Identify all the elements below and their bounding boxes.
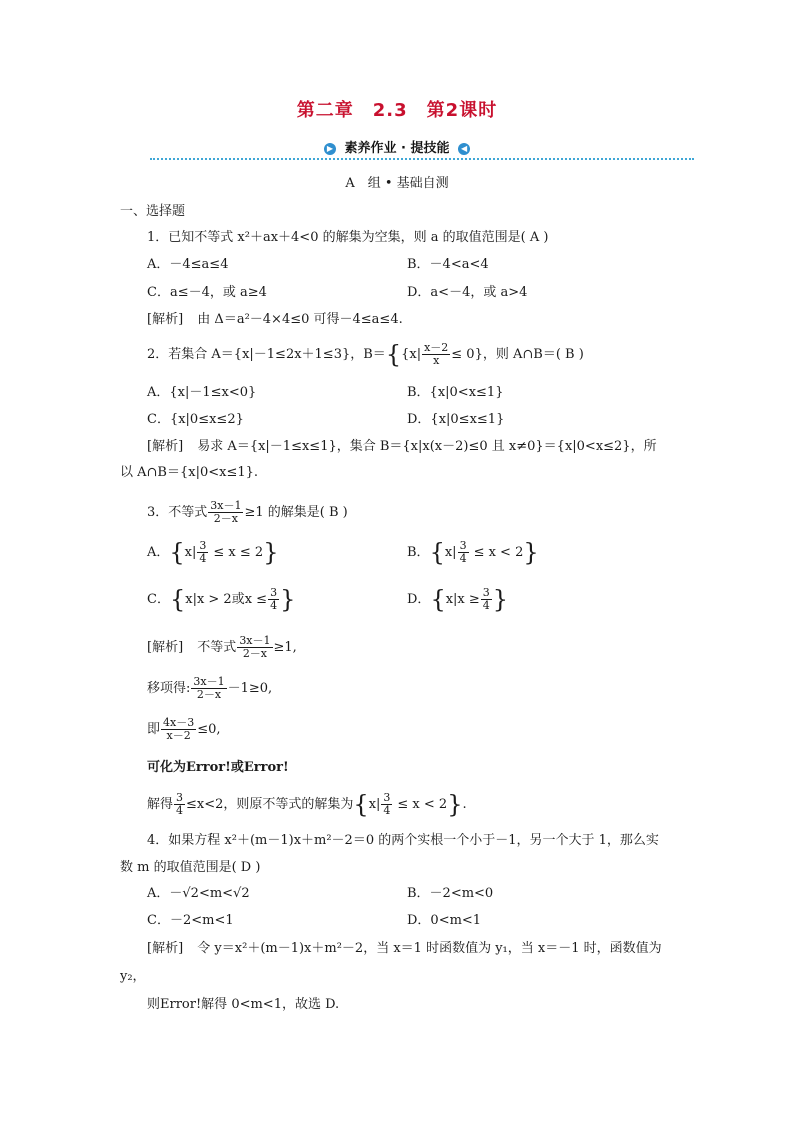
fraction-numerator: 3x－1 xyxy=(210,499,242,512)
q4-option-c: C．－2<m<1 xyxy=(147,913,234,928)
q4-option-a: A．－√2<m<√2 xyxy=(147,886,250,901)
q3-option-b xyxy=(407,540,539,565)
q3-analysis-line3 xyxy=(147,717,221,742)
analysis-text: 即 xyxy=(147,722,161,737)
q3-analysis-line5 xyxy=(147,792,467,817)
q2-stem-part-a: 2．若集合 A＝{x|－1≤2x＋1≤3}，B＝ xyxy=(147,347,386,362)
set-builder: x|x > 2或x ≤ xyxy=(185,592,268,607)
analysis-label: [解析] xyxy=(147,439,184,454)
option-fraction xyxy=(268,587,279,612)
fraction-denominator: 4 xyxy=(459,552,467,565)
play-left-icon: ◀ xyxy=(458,143,470,155)
q1-stem: 1．已知不等式 x²＋ax＋4<0 的解集为空集，则 a 的取值范围是( A ) xyxy=(147,230,549,245)
analysis-text: 由 Δ＝a²－4×4≤0 可得－4≤a≤4. xyxy=(197,312,403,327)
option-label: B． xyxy=(407,545,430,560)
fraction-numerator: x－2 xyxy=(424,341,449,354)
fraction-denominator: 4 xyxy=(270,599,278,612)
q2-analysis-line2: 以 A∩B＝{x|0<x≤1}. xyxy=(120,465,259,480)
option-label: C． xyxy=(147,592,170,607)
set-condition: ≤ x < 2 xyxy=(473,545,524,560)
q3-stem-part-b: ≥1 的解集是( B ) xyxy=(244,505,348,520)
analysis-fraction xyxy=(381,792,392,817)
q3-option-a xyxy=(147,540,278,565)
q1-option-c: C．a≤－4，或 a≥4 xyxy=(147,285,267,300)
analysis-text: ≤0, xyxy=(197,722,221,737)
q3-option-d xyxy=(407,587,508,612)
q3-analysis-line1 xyxy=(147,635,297,660)
fraction-numerator: 3 xyxy=(459,539,467,552)
fraction-numerator: 3 xyxy=(270,586,278,599)
q4-stem-line1: 4．如果方程 x²＋(m－1)x＋m²－2＝0 的两个实根一个小于－1，另一个大于 1，那么实 xyxy=(147,833,659,848)
q1-option-d: D．a<－4，或 a>4 xyxy=(407,285,528,300)
left-brace: { xyxy=(385,340,402,369)
q3-option-c xyxy=(147,587,295,612)
q2-fraction xyxy=(422,342,450,367)
right-brace: } xyxy=(280,585,296,614)
q1-analysis xyxy=(147,312,403,328)
right-brace: } xyxy=(492,585,509,614)
fraction-numerator: 3 xyxy=(199,539,207,552)
analysis-text: 不等式 xyxy=(197,640,237,655)
right-brace: } xyxy=(447,790,463,819)
banner-label: 素养作业 · 提技能 xyxy=(344,141,450,156)
fraction-numerator: 3 xyxy=(383,791,391,804)
fraction-denominator: 4 xyxy=(176,804,184,817)
set-builder: x| xyxy=(368,797,381,812)
set-builder: x| xyxy=(184,545,197,560)
q4-option-d: D．0<m<1 xyxy=(407,913,482,928)
option-fraction xyxy=(481,587,492,612)
fraction-numerator: 4x－3 xyxy=(163,716,195,729)
right-brace: } xyxy=(523,538,539,567)
section-heading: 一、选择题 xyxy=(120,204,186,219)
analysis-fraction xyxy=(161,717,196,742)
set-builder: x| xyxy=(444,545,457,560)
fraction-numerator: 3x－1 xyxy=(239,634,271,647)
left-brace: { xyxy=(353,790,369,819)
q2-analysis-line1 xyxy=(147,439,657,455)
left-brace: { xyxy=(429,538,445,567)
q4-analysis-line1 xyxy=(147,941,662,957)
analysis-label: [解析] xyxy=(147,312,184,327)
analysis-label: [解析] xyxy=(147,640,184,655)
q3-analysis-line4: 可化为Error!或Error! xyxy=(147,760,289,775)
q2-option-b: B．{x|0<x≤1} xyxy=(407,385,504,400)
fraction-numerator: 3 xyxy=(176,791,184,804)
q2-option-d: D．{x|0≤x≤1} xyxy=(407,412,505,427)
analysis-fraction xyxy=(237,635,272,660)
left-brace: { xyxy=(430,585,446,614)
fraction-denominator: 2－x xyxy=(242,647,268,660)
q4-analysis-line3: 则Error!解得 0<m<1，故选 D. xyxy=(147,997,340,1012)
q4-stem-line2: 数 m 的取值范围是( D ) xyxy=(120,860,261,875)
analysis-fraction xyxy=(191,676,226,701)
left-brace: { xyxy=(169,585,186,614)
fraction-denominator: 2－x xyxy=(213,512,238,525)
option-fraction xyxy=(197,540,208,565)
left-brace: { xyxy=(169,538,185,567)
q3-stem-part-a: 3．不等式 xyxy=(147,505,208,520)
option-label: A． xyxy=(147,545,170,560)
fraction-denominator: 2－x xyxy=(196,688,222,701)
analysis-text: 令 y＝x²＋(m－1)x＋m²－2，当 x＝1 时函数值为 y₁，当 x＝－1 时，函数值为 xyxy=(197,941,662,956)
q2-option-a: A．{x|－1≤x<0} xyxy=(147,385,257,400)
q4-analysis-line2: y₂， xyxy=(120,969,146,984)
analysis-text: 解得 xyxy=(147,797,174,812)
q3-stem xyxy=(147,500,348,525)
q1-option-b: B．－4<a<4 xyxy=(407,257,489,272)
q4-option-b: B．－2<m<0 xyxy=(407,886,494,901)
q2-stem-part-c: ≤ 0}，则 A∩B＝( B ) xyxy=(451,347,584,362)
analysis-label: [解析] xyxy=(147,941,184,956)
fraction-numerator: 3x－1 xyxy=(193,675,225,688)
q1-option-a: A．－4≤a≤4 xyxy=(147,257,229,272)
analysis-text: 移项得: xyxy=(147,681,191,696)
analysis-text: 易求 A＝{x|－1≤x≤1}，集合 B＝{x|x(x－2)≤0 且 x≠0}＝{x|0<x≤2}，所 xyxy=(197,439,657,454)
fraction-denominator: 4 xyxy=(383,804,391,817)
q3-fraction xyxy=(208,500,243,525)
group-heading: A 组 • 基础自测 xyxy=(345,176,449,191)
option-label: D． xyxy=(407,592,431,607)
analysis-text: ≥1, xyxy=(273,640,297,655)
fraction-denominator: x－2 xyxy=(166,729,191,742)
q2-stem xyxy=(147,342,584,367)
fraction-denominator: 4 xyxy=(199,552,207,565)
right-brace: } xyxy=(263,538,279,567)
fraction-denominator: 4 xyxy=(482,599,490,612)
q3-analysis-line2 xyxy=(147,676,272,701)
analysis-text: ≤x<2，则原不等式的解集为 xyxy=(186,797,354,812)
option-fraction xyxy=(458,540,469,565)
set-condition: ≤ x < 2 xyxy=(397,797,448,812)
set-condition: ≤ x ≤ 2 xyxy=(213,545,264,560)
banner-divider xyxy=(150,158,694,160)
play-right-icon: ▶ xyxy=(324,143,336,155)
banner xyxy=(0,136,794,157)
fraction-denominator: x xyxy=(433,354,440,367)
fraction-numerator: 3 xyxy=(482,586,490,599)
analysis-fraction xyxy=(174,792,185,817)
page-title: 第二章 2.3 第2课时 xyxy=(296,100,498,121)
analysis-text: . xyxy=(462,797,467,812)
q2-option-c: C．{x|0≤x≤2} xyxy=(147,412,244,427)
set-builder: x|x ≥ xyxy=(445,592,480,607)
q2-stem-part-b: {x| xyxy=(401,347,422,362)
analysis-text: －1≥0, xyxy=(227,681,273,696)
